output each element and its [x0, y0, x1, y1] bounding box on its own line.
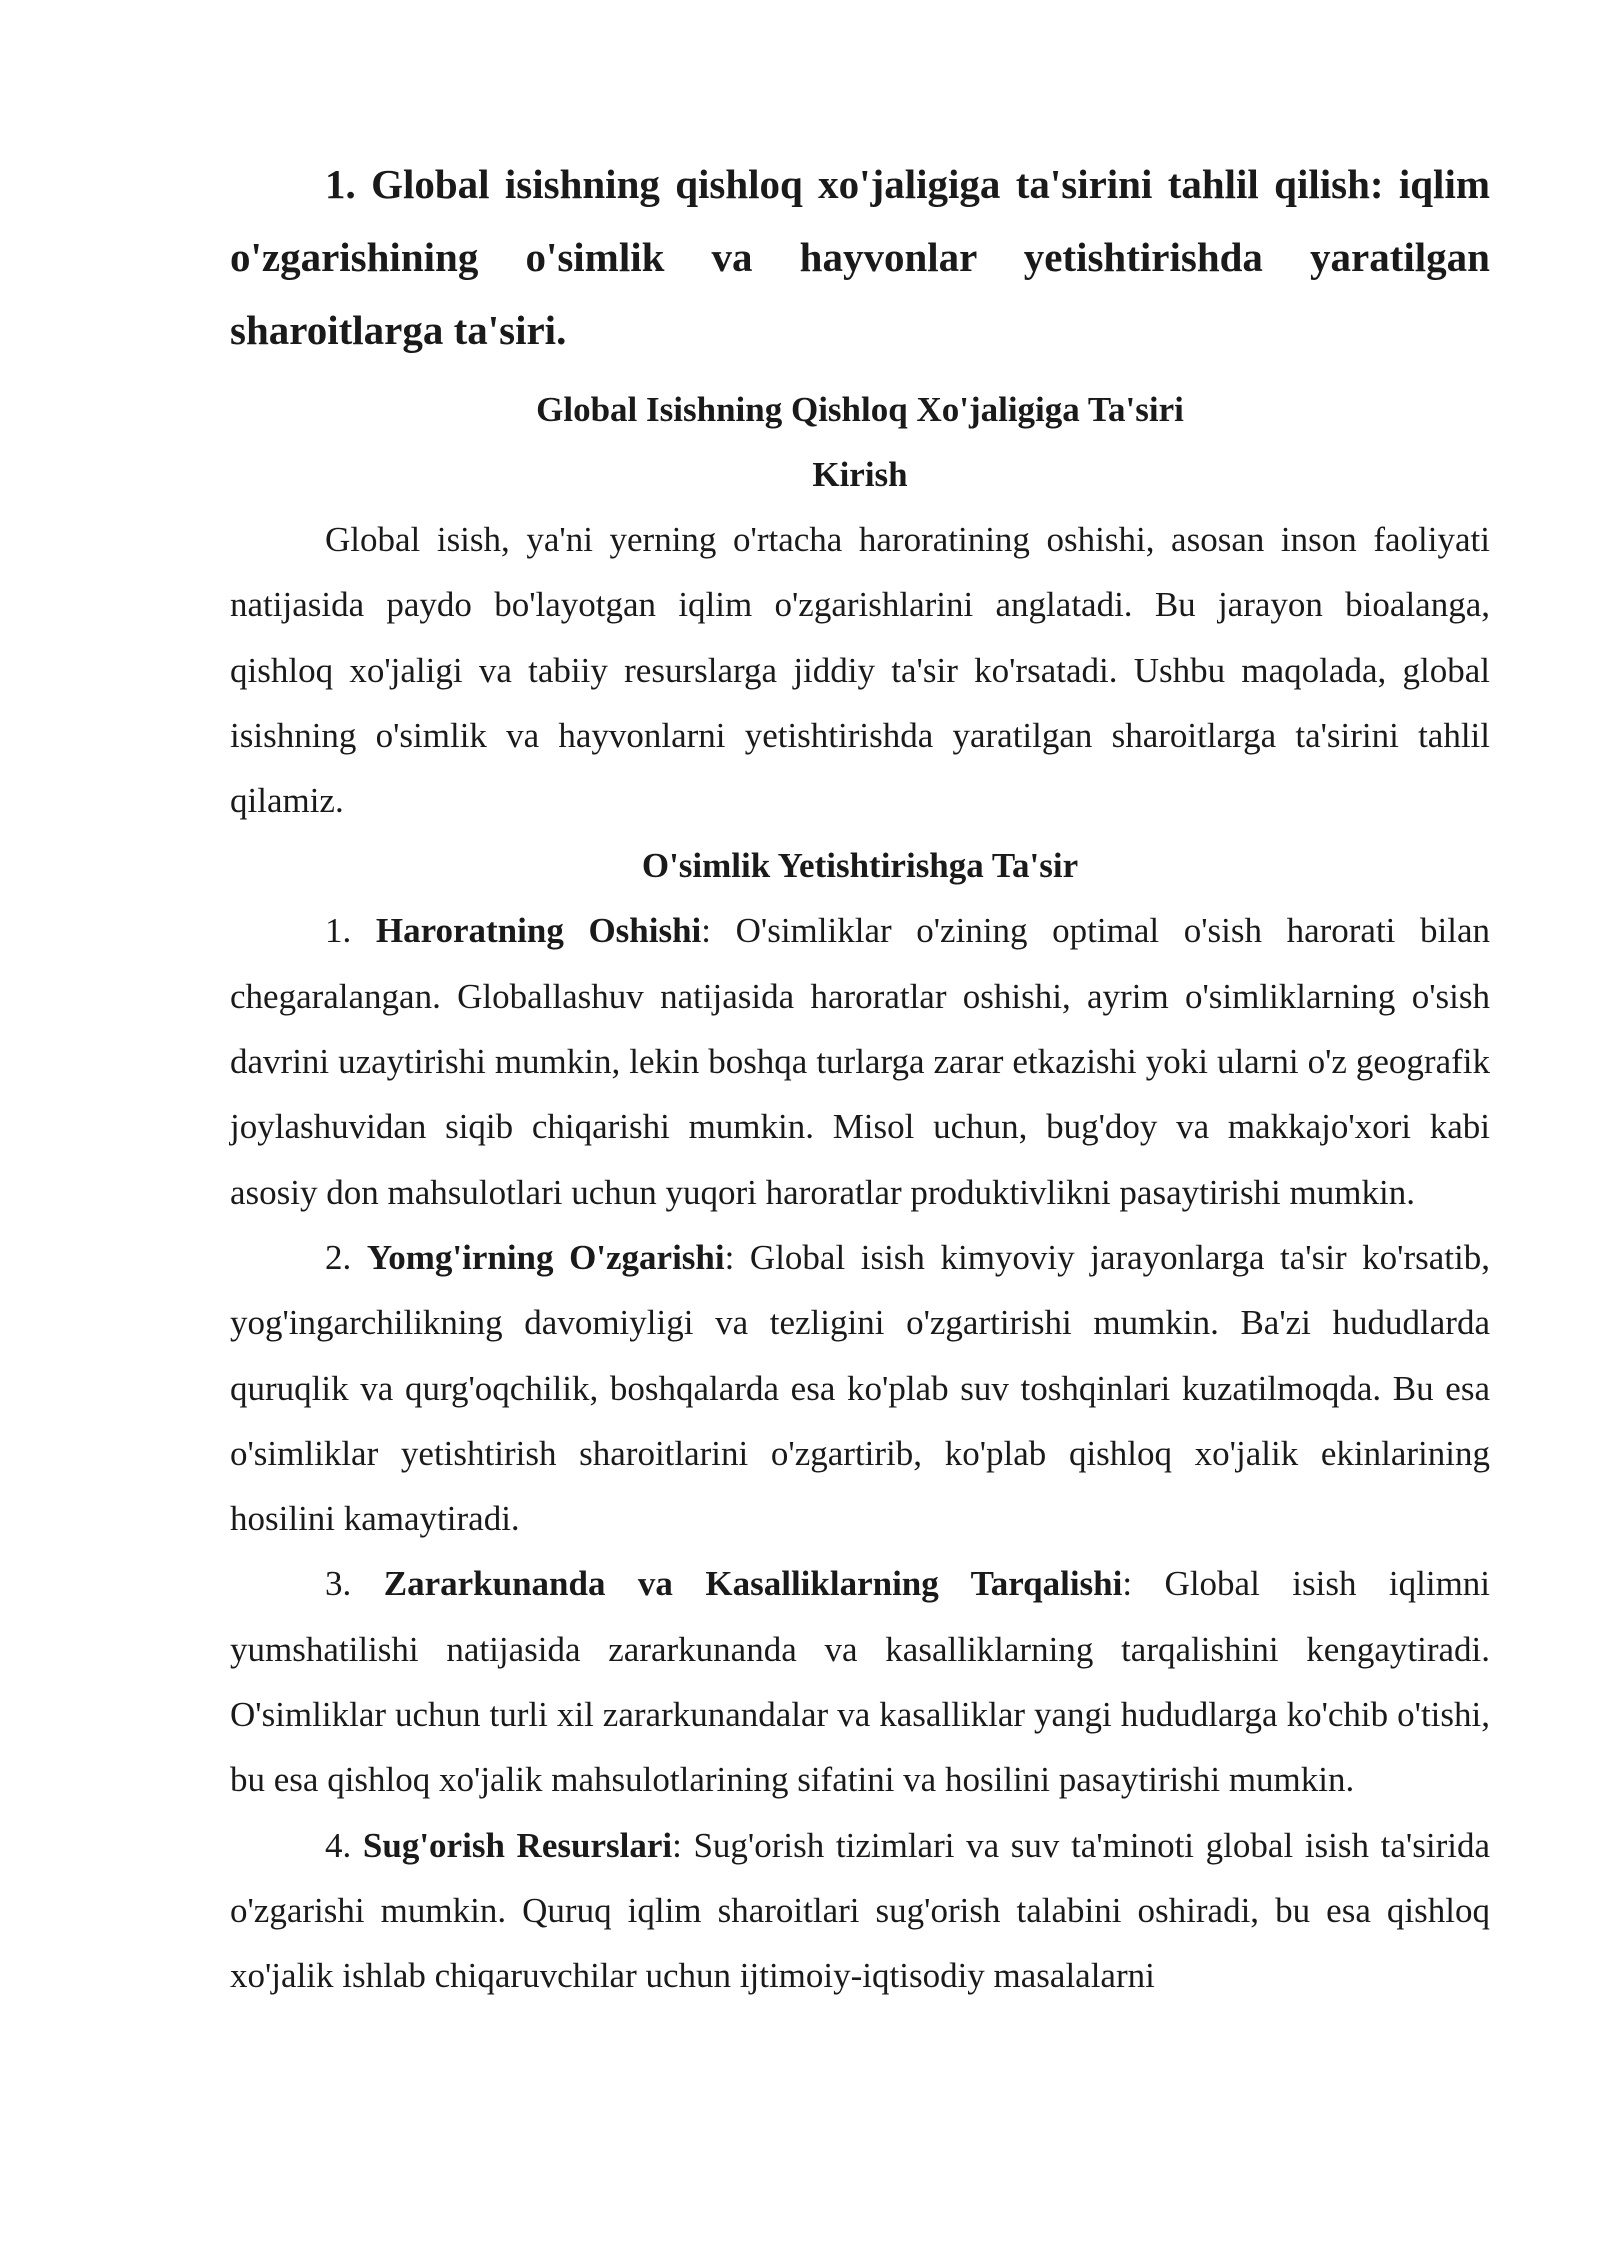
list-item-term: Sug'orish Resurslari [362, 1825, 673, 1865]
intro-heading: Kirish [812, 455, 908, 494]
list-item-4 [230, 1813, 1490, 2009]
document-page [230, 148, 1490, 2009]
list-item-3 [230, 1551, 1490, 1812]
list-item-text: : Sug'orish tizimlari va suv ta'minoti global isish ta'sirida o'zgarishi mumkin. Quruq iqlim sharoitlari sug'orish talabini oshiradi, bu esa qishloq xo'jalik ishlab chiqaruvchilar uchun ijtimoiy-iqtisodiy masalalarni [230, 1825, 1490, 1996]
list-item-2 [230, 1225, 1490, 1551]
list-item-term: Haroratning Oshishi [375, 911, 702, 951]
list-item-text: : Global isish iqlimni yumshatilishi natijasida zararkunanda va kasalliklarning tarqalishini kengaytiradi. O'simliklar uchun turli xil zararkunandalar va kasalliklar yangi hududlarga ko'chib o'tishi, bu esa qishloq xo'jalik mahsulotlarining sifatini va hosilini pasaytirishi mumkin. [230, 1564, 1491, 1800]
list-item-number: 3. [325, 1564, 352, 1604]
intro-paragraph: Global isish, ya'ni yerning o'rtacha haroratining oshishi, asosan inson faoliyati natijasida paydo bo'layotgan iqlim o'zgarishlarini anglatadi. Bu jarayon bioalanga, qishloq xo'jaligi va tabiiy resurslarga jiddiy ta'sir ko'rsatadi. Ushbu maqolada, global isishning o'simlik va hayvonlarni yetishtirishda yaratilgan sharoitlarga ta'sirini tahlil qilamiz. [230, 520, 1490, 821]
article-title: Global Isishning Qishloq Xo'jaligiga Ta'siri [536, 390, 1184, 429]
list-item-term: Yomg'irning O'zgarishi [366, 1237, 725, 1277]
main-title: 1. Global isishning qishloq xo'jaligiga ta'sirini tahlil qilish: iqlim o'zgarishining o'simlik va hayvonlar yetishtirishda yaratilgan sharoitlarga ta'siri. [230, 161, 1490, 353]
list-item-text: : Global isish kimyoviy jarayonlarga ta'sir ko'rsatib, yog'ingarchilikning davomiyligi va tezligini o'zgartirishi mumkin. Ba'zi hududlarda quruqlik va qurg'oqchilik, boshqalarda esa ko'plab suv toshqinlari kuzatilmoqda. Bu esa o'simliklar yetishtirish sharoitlarini o'zgartirib, ko'plab qishloq xo'jalik ekinlarining hosilini kamaytiradi. [230, 1237, 1490, 1539]
list-item-number: 4. [325, 1825, 352, 1865]
list-item-1 [230, 898, 1490, 1224]
list-item-number: 2. [325, 1237, 352, 1277]
list-item-text: : O'simliklar o'zining optimal o'sish harorati bilan chegaralangan. Globallashuv natijasida haroratlar oshishi, ayrim o'simliklarning o'sish davrini uzaytirishi mumkin, lekin boshqa turlarga zarar etkazishi yoki ularni o'z geografik joylashuvidan siqib chiqarishi mumkin. Misol uchun, bug'doy va makkajo'xori kabi asosiy don mahsulotlari uchun yuqori haroratlar produktivlikni pasaytirishi mumkin. [230, 911, 1490, 1212]
section-heading: O'simlik Yetishtirishga Ta'sir [641, 846, 1079, 886]
list-item-number: 1. [325, 911, 352, 951]
list-item-term: Zararkunanda va Kasalliklarning Tarqalishi [383, 1564, 1123, 1604]
